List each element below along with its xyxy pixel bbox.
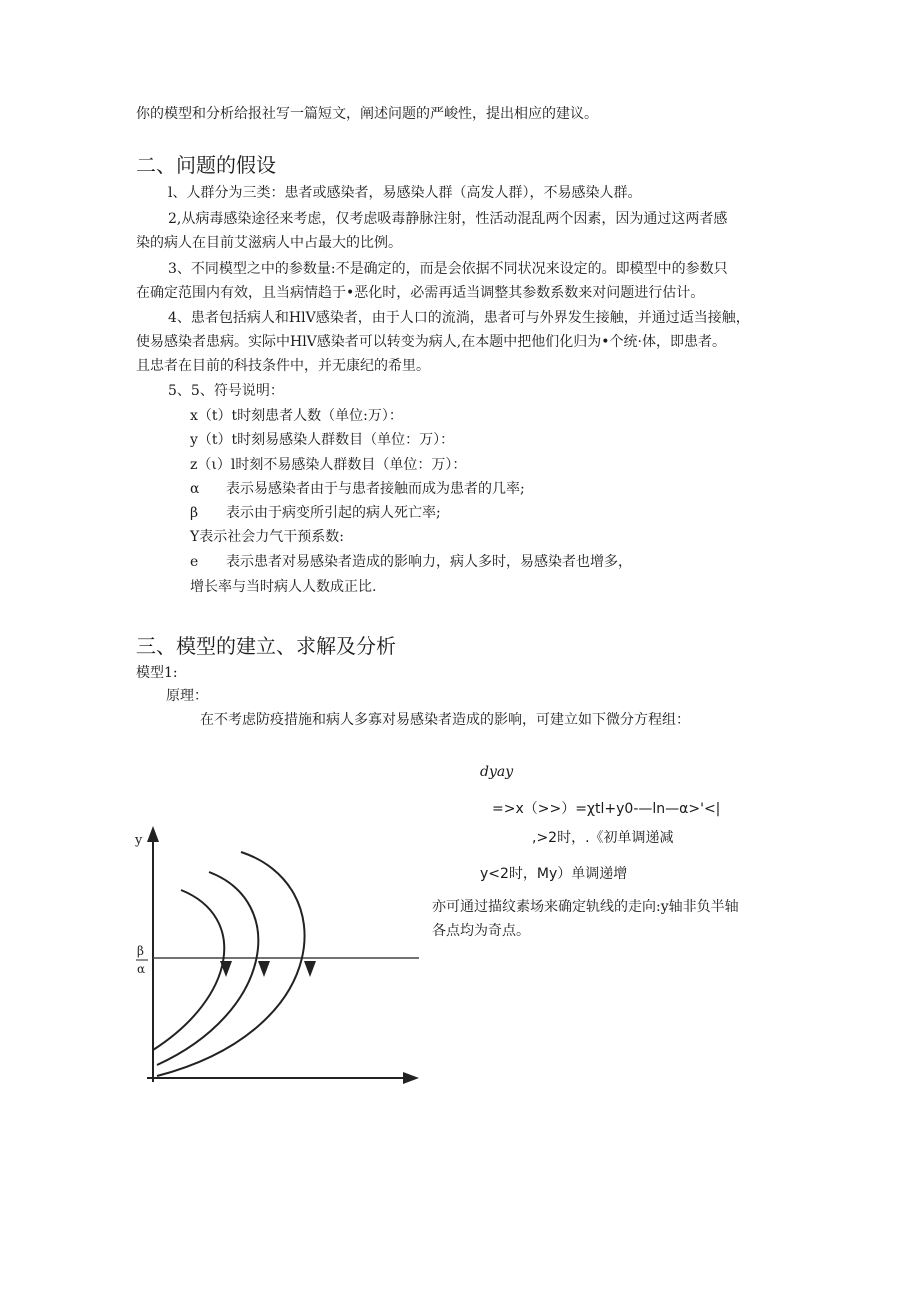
symbol-beta <box>190 503 441 523</box>
trajectory-2-arrow <box>258 961 270 977</box>
equation-main: =>x（>>）=χtl+y0-—ln—α>'<| <box>492 801 721 817</box>
e-description: 表示患者对易感染者造成的影响力，病人多时，易感染者也增多， <box>226 554 632 570</box>
trajectory-3-arrow <box>304 961 316 977</box>
y-axis-label: y <box>135 833 143 848</box>
assumption-5: 5、5、符号说明： <box>168 383 284 399</box>
assumption-4-line1: 4、患者包括病人和HlV感染者，由于人口的流淌，患者可与外界发生接触，并通过适当接触， <box>168 310 750 326</box>
trajectory-1 <box>153 890 224 1050</box>
alpha-description: 表示易感染者由于与患者接触而成为患者的几率; <box>226 481 525 497</box>
principle-text: 在不考虑防疫措施和病人多寡对易感染者造成的影响，可建立如下微分方程组： <box>200 712 690 728</box>
y-axis-arrow <box>147 826 159 842</box>
x-axis-arrow <box>403 1072 419 1084</box>
threshold-beta: β <box>137 944 144 958</box>
alpha-symbol: α <box>190 481 200 497</box>
section2-heading: 二、问题的假设 <box>136 153 276 177</box>
symbol-e <box>190 552 632 572</box>
note-line-1: 亦可通过描纹素场来确定轨线的走向:y轴非负半轴 <box>432 899 739 915</box>
symbol-gamma: Y表示社会力气干预系数: <box>190 529 344 545</box>
symbol-x: x（t）t时刻患者人数（单位:万）： <box>190 408 403 424</box>
threshold-alpha: α <box>137 962 146 976</box>
principle-label: 原理： <box>166 688 208 704</box>
intro-text: 你的模型和分析给报社写一篇短文，阐述问题的严峻性，提出相应的建议。 <box>136 106 598 122</box>
symbol-y: y（t）t时刻易感染人群数目（单位：万）： <box>190 432 455 448</box>
beta-symbol: β <box>190 505 199 521</box>
assumption-4-line3: 且忠者在目前的科技条件中，并无康纪的希里。 <box>136 358 430 374</box>
equation-condition-2: y<2时，My）单调递增 <box>480 866 628 882</box>
assumption-3-line1: 3、不同模型之中的参数量:不是确定的，而是会依据不同状况来设定的。即模型中的参数只 <box>168 261 728 277</box>
assumption-2-line1: 2,从病毒感染途径来考虑，仅考虑吸毒静脉注射，性活动混乱两个因素，因为通过这两者感 <box>168 211 728 227</box>
assumption-4-line2: 使易感染者患病。实际中HlV感染者可以转变为病人,在本题中把他们化归为•个统·体，即患者。 <box>136 334 726 350</box>
phase-plane-figure <box>133 822 423 1090</box>
assumption-3-line2: 在确定范围内有效，且当病情趋于•恶化时，必需再适当调整其参数系数来对问题进行估计。 <box>136 285 705 301</box>
assumption-1: l、人群分为三类：患者或感染者，易感染人群（高发人群），不易感染人群。 <box>168 185 642 201</box>
equation-condition-1: ,>2时，.《初单调递减 <box>532 830 674 846</box>
symbol-alpha <box>190 479 525 499</box>
equation-top: dyay <box>480 764 514 780</box>
e-description-cont: 增长率与当时病人人数成正比. <box>190 579 377 595</box>
e-symbol: e <box>190 554 199 570</box>
note-line-2: 各点均为奇点。 <box>432 923 530 939</box>
section3-heading: 三、模型的建立、求解及分析 <box>136 634 396 658</box>
assumption-2-line2: 染的病人在目前艾滋病人中占最大的比例。 <box>136 235 402 251</box>
beta-description: 表示由于病变所引起的病人死亡率; <box>226 505 441 521</box>
model-label: 模型1: <box>136 665 178 681</box>
symbol-z: z（ι）l时刻不易感染人群数目（单位：万）： <box>190 457 467 473</box>
